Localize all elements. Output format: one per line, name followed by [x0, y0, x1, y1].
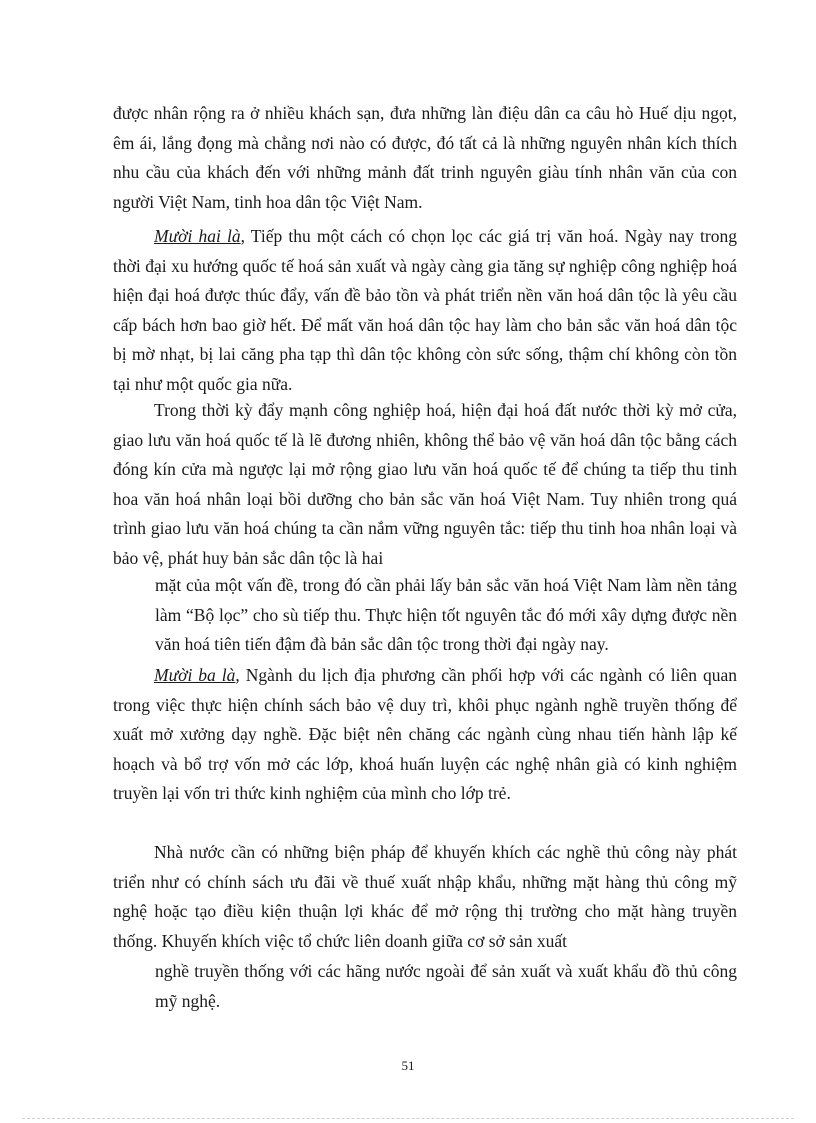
paragraph-1: được nhân rộng ra ở nhiều khách sạn, đưa những làn điệu dân ca câu hò Huế dịu ngọt, êm ái, lắng đọng mà chẳng nơi nào có được, đó tất cả là những nguyên nhân kích thích nhu cầu của khách đến với những mảnh đất trinh nguyên giàu tính nhân văn của con người Việt Nam, tinh hoa dân tộc Việt Nam.: [113, 103, 737, 212]
page-bottom-border: [22, 1118, 794, 1119]
paragraph-5: Nhà nước cần có những biện pháp để khuyến khích các nghề thủ công này phát triển như có chính sách ưu đãi về thuế xuất nhập khẩu, những mặt hàng thủ công mỹ nghệ hoặc tạo điều kiện thuận lợi khác để mở rộng thị trường cho mặt hàng truyền thống. Khuyến khích việc tổ chức liên doanh giữa cơ sở sản xuất: [113, 842, 737, 951]
section-label-muoi-hai: Mười hai là: [154, 226, 241, 246]
page-number: 51: [401, 1058, 415, 1073]
section-label-muoi-ba: Mười ba là: [154, 665, 236, 685]
paragraph-4: [113, 661, 737, 809]
paragraph-2-text: , Tiếp thu một cách có chọn lọc các giá trị văn hoá. Ngày nay trong thời đại xu hướng quốc tế hoá sản xuất và ngày càng gia tăng sự nghiệp công nghiệp hoá hiện đại hoá được thúc đẩy, vấn đề bảo tồn và phát triển nền văn hoá dân tộc là yêu cầu cấp bách hơn bao giờ hết. Để mất văn hoá dân tộc hay làm cho bản sắc văn hoá dân tộc bị mờ nhạt, bị lai căng pha tạp thì dân tộc không còn sức sống, thậm chí không còn tồn tại như một quốc gia nữa.: [113, 226, 737, 394]
paragraph-2: [113, 222, 737, 400]
paragraph-4-text: , Ngành du lịch địa phương cần phối hợp với các ngành có liên quan trong việc thực hiện chính sách bảo vệ duy trì, khôi phục ngành nghề truyền thống để xuất mở xưởng dạy nghề. Đặc biệt nên chăng các ngành cùng nhau tiến hành lập kế hoạch và bổ trợ vốn mở các lớp, khoá huấn luyện các nghệ nhân già có kinh nghiệm truyền lại vốn tri thức kinh nghiệm của mình cho lớp trẻ.: [113, 665, 737, 804]
paragraph-5-continuation: nghề truyền thống với các hãng nước ngoài để sản xuất và xuất khẩu đồ thủ công mỹ nghệ.: [155, 961, 737, 1011]
paragraph-3-continuation: mặt của một vấn đề, trong đó cần phải lấy bản sắc văn hoá Việt Nam làm nền tảng làm “Bộ lọc” cho sù tiếp thu. Thực hiện tốt nguyên tắc đó mới xây dựng được nền văn hoá tiên tiến đậm đà bản sắc dân tộc trong thời đại ngày nay.: [155, 575, 737, 655]
paragraph-3: Trong thời kỳ đẩy mạnh công nghiệp hoá, hiện đại hoá đất nước thời kỳ mở cửa, giao lưu văn hoá quốc tế là lẽ đương nhiên, không thể bảo vệ văn hoá dân tộc bằng cách đóng kín cửa mà ngược lại mở rộng giao lưu văn hoá quốc tế để chúng ta tiếp thu tinh hoa văn hoá nhân loại bồi dưỡng cho bản sắc văn hoá Việt Nam. Tuy nhiên trong quá trình giao lưu văn hoá chúng ta cần nắm vững nguyên tắc: tiếp thu tinh hoa nhân loại và bảo vệ, phát huy bản sắc dân tộc là hai: [113, 400, 737, 568]
